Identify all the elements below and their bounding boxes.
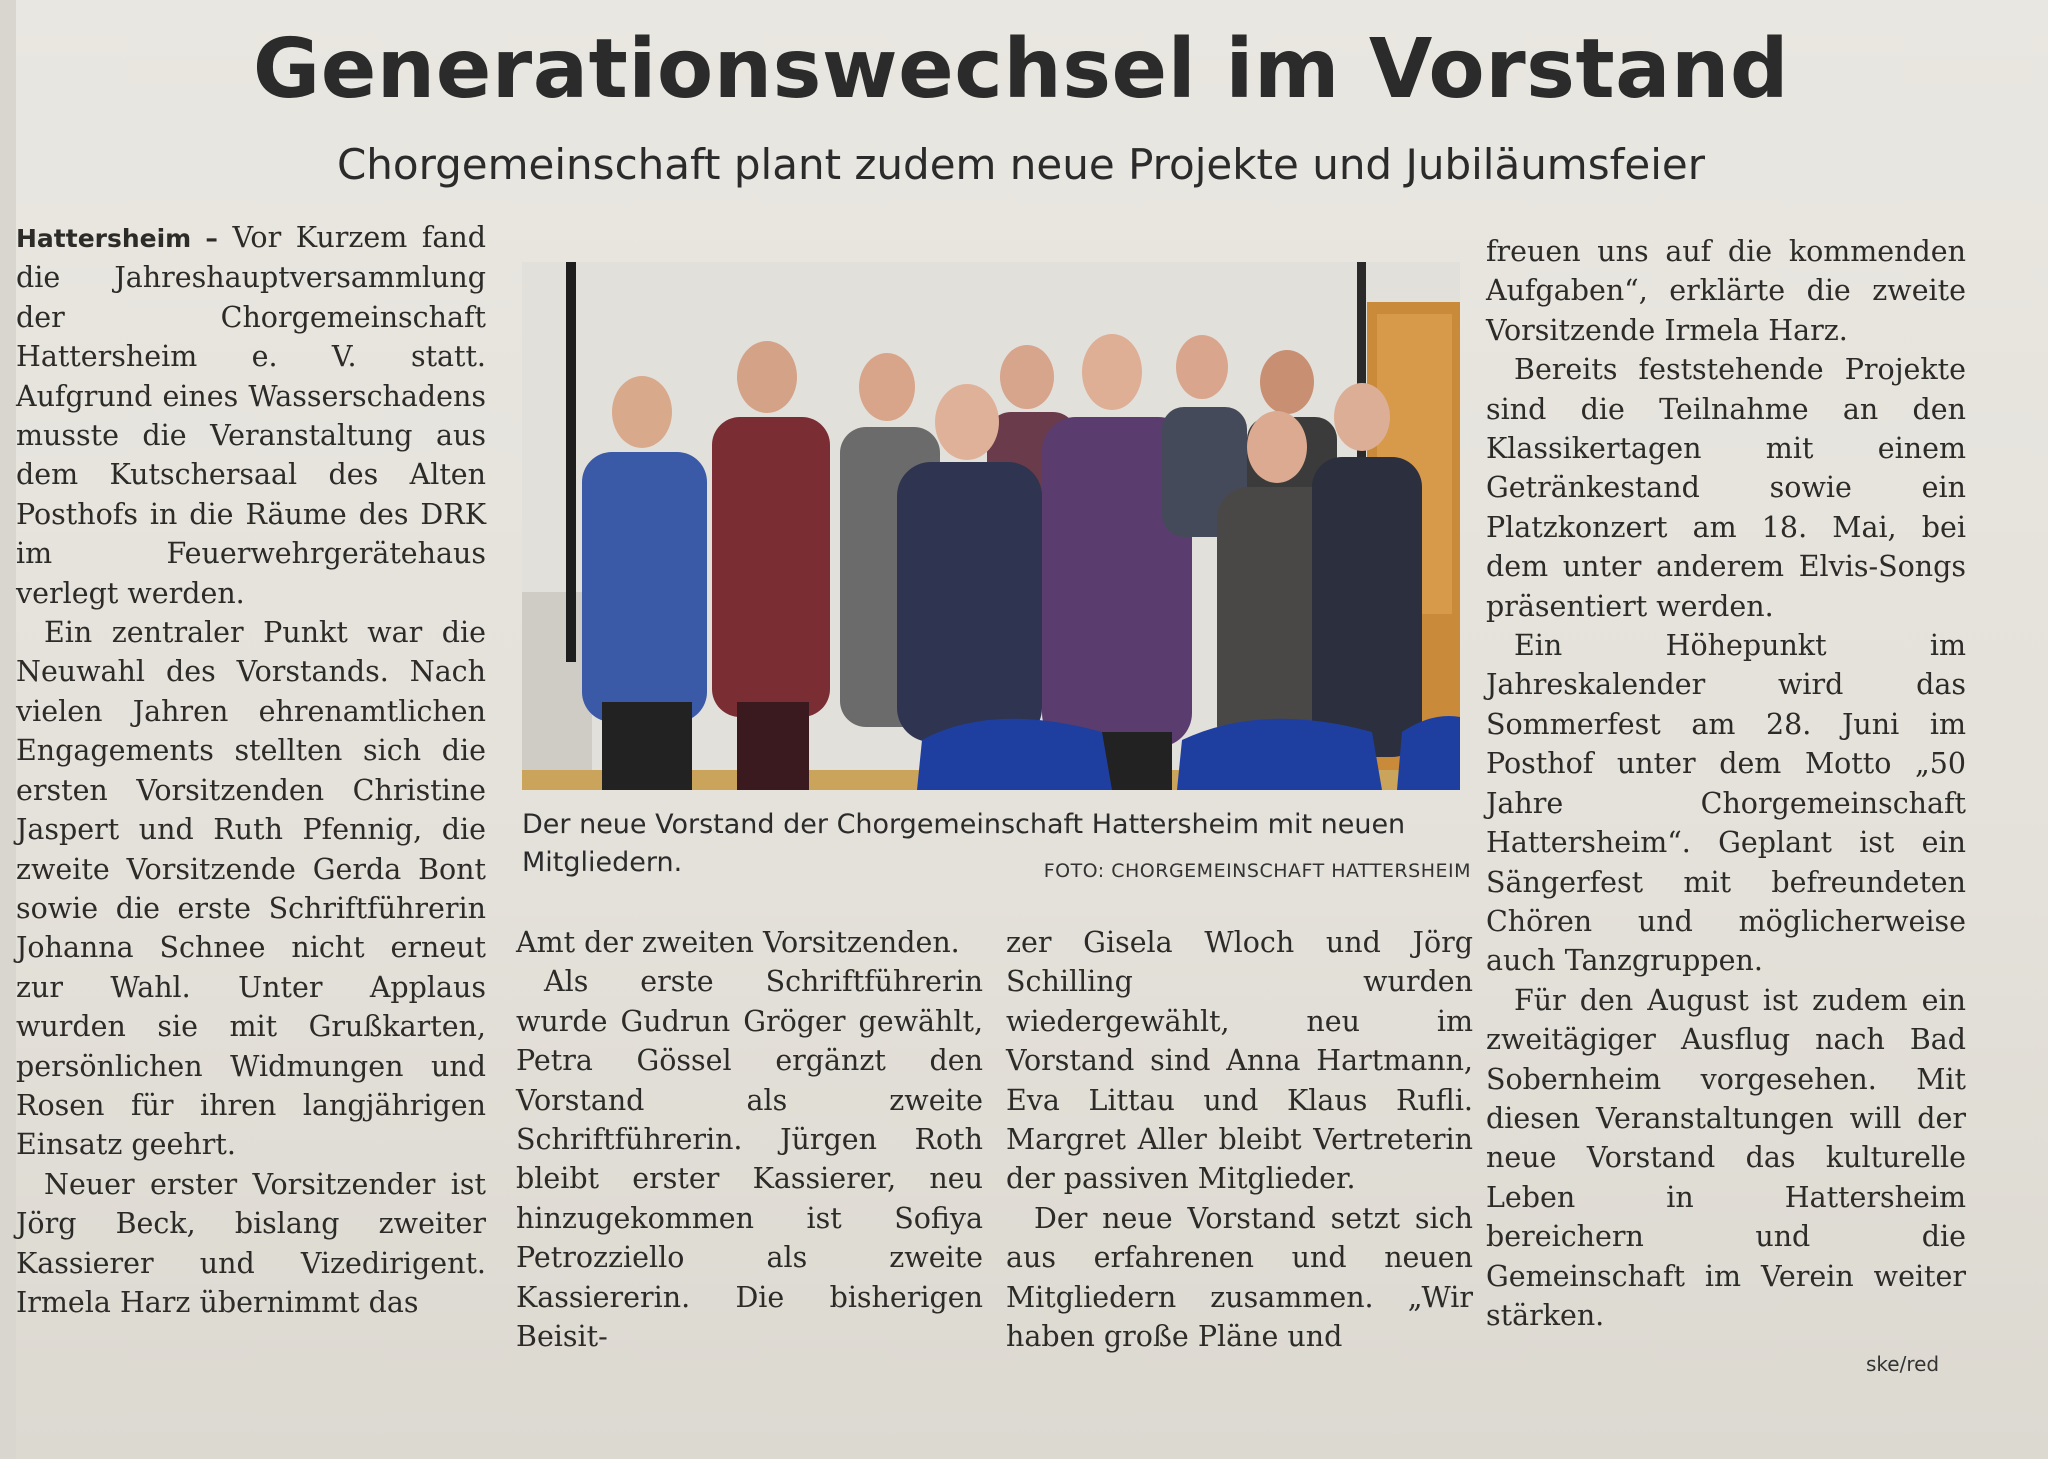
paragraph: Ein zentraler Punkt war die Neuwahl des Vorstands. Nach vielen Jahren ehrenamtlichen Engagements stellten sich die ersten Vorsitzenden Christine Jaspert und Ruth Pfennig, die zweite Vorsitzende Gerda Bont sowie die erste Schriftführerin Johanna Schnee nicht erneut zur Wahl. Unter Applaus wurden sie mit Grußkarten, persönlichen Widmungen und Rosen für ihren langjährigen Einsatz geehrt. — [16, 616, 486, 1162]
photo-caption: Der neue Vorstand der Chorgemeinschaft Hattersheim mit neuen Mitgliedern. — [522, 809, 1406, 878]
newspaper-clipping — [16, 0, 2048, 1459]
headline: Generationswechsel im Vorstand — [252, 22, 1790, 117]
paragraph: Der neue Vorstand setzt sich aus erfahrenen und neuen Mitgliedern zusammen. „Wir haben große Pläne und — [1006, 1201, 1473, 1354]
paragraph: Amt der zweiten Vorsitzenden. — [516, 926, 960, 959]
paragraph: Ein Höhepunkt im Jahreskalender wird das Sommerfest am 28. Juni im Posthof unter dem Motto „50 Jahre Chorgemeinschaft Hattersheim“. Geplant ist ein Sängerfest mit befreundeten Chören und möglicherweise auch Tanzgruppen. — [1486, 629, 1966, 978]
dateline: Hattersheim – — [16, 224, 218, 253]
article-column-2 — [516, 923, 983, 1356]
article-column-4 — [1486, 232, 1966, 1335]
paragraph: Als erste Schriftführerin wurde Gudrun Gröger gewählt, Petra Gössel ergänzt den Vorstand als zweite Schriftführerin. Jürgen Roth bleibt erster Kassierer, neu hinzugekommen ist Sofiya Petrozziello als zweite Kassiererin. Die bisherigen Beisit- — [516, 965, 983, 1354]
group-photo-image — [522, 262, 1460, 790]
paragraph: freuen uns auf die kommenden Aufgaben“, erklärte die zweite Vorsitzende Irmela Harz. — [1486, 235, 1966, 347]
article-column-3 — [1006, 923, 1473, 1356]
article-column-1 — [16, 218, 486, 1322]
paragraph: Hattersheim – Vor Kurzem fand die Jahreshauptversammlung der Chorgemeinschaft Hattersheim e. V. statt. Aufgrund eines Wasserschadens musste die Veranstaltung aus dem Kutschersaal des Alten Posthofs in die Räume des DRK im Feuerwehrgerätehaus verlegt werden. — [16, 221, 486, 610]
group-photo — [522, 262, 1460, 790]
subheadline: Chorgemeinschaft plant zudem neue Projekte und Jubiläumsfeier — [336, 140, 1706, 189]
photo-credit: FOTO: CHORGEMEINSCHAFT HATTERSHEIM — [1043, 860, 1471, 882]
paragraph: zer Gisela Wloch und Jörg Schilling wurden wiedergewählt, neu im Vorstand sind Anna Hartmann, Eva Littau und Klaus Rufli. Margret Aller bleibt Vertreterin der passiven Mitglieder. — [1006, 926, 1473, 1196]
paragraph: Neuer erster Vorsitzender ist Jörg Beck, bislang zweiter Kassierer und Vizedirigent. Irmela Harz übernimmt das — [16, 1167, 486, 1319]
paragraph: Bereits feststehende Projekte sind die Teilnahme an den Klassikertagen mit einem Getränkestand sowie ein Platzkonzert am 18. Mai, bei dem unter anderem Elvis-Songs präsentiert werden. — [1486, 353, 1966, 623]
paragraph: Für den August ist zudem ein zweitägiger Ausflug nach Bad Sobernheim vorgesehen. Mit diesen Veranstaltungen will der neue Vorstand das kulturelle Leben in Hattersheim bereichern und die Gemeinschaft im Verein weiter stärken. — [1486, 983, 1966, 1332]
author-signature: ske/red — [1866, 1352, 1940, 1376]
